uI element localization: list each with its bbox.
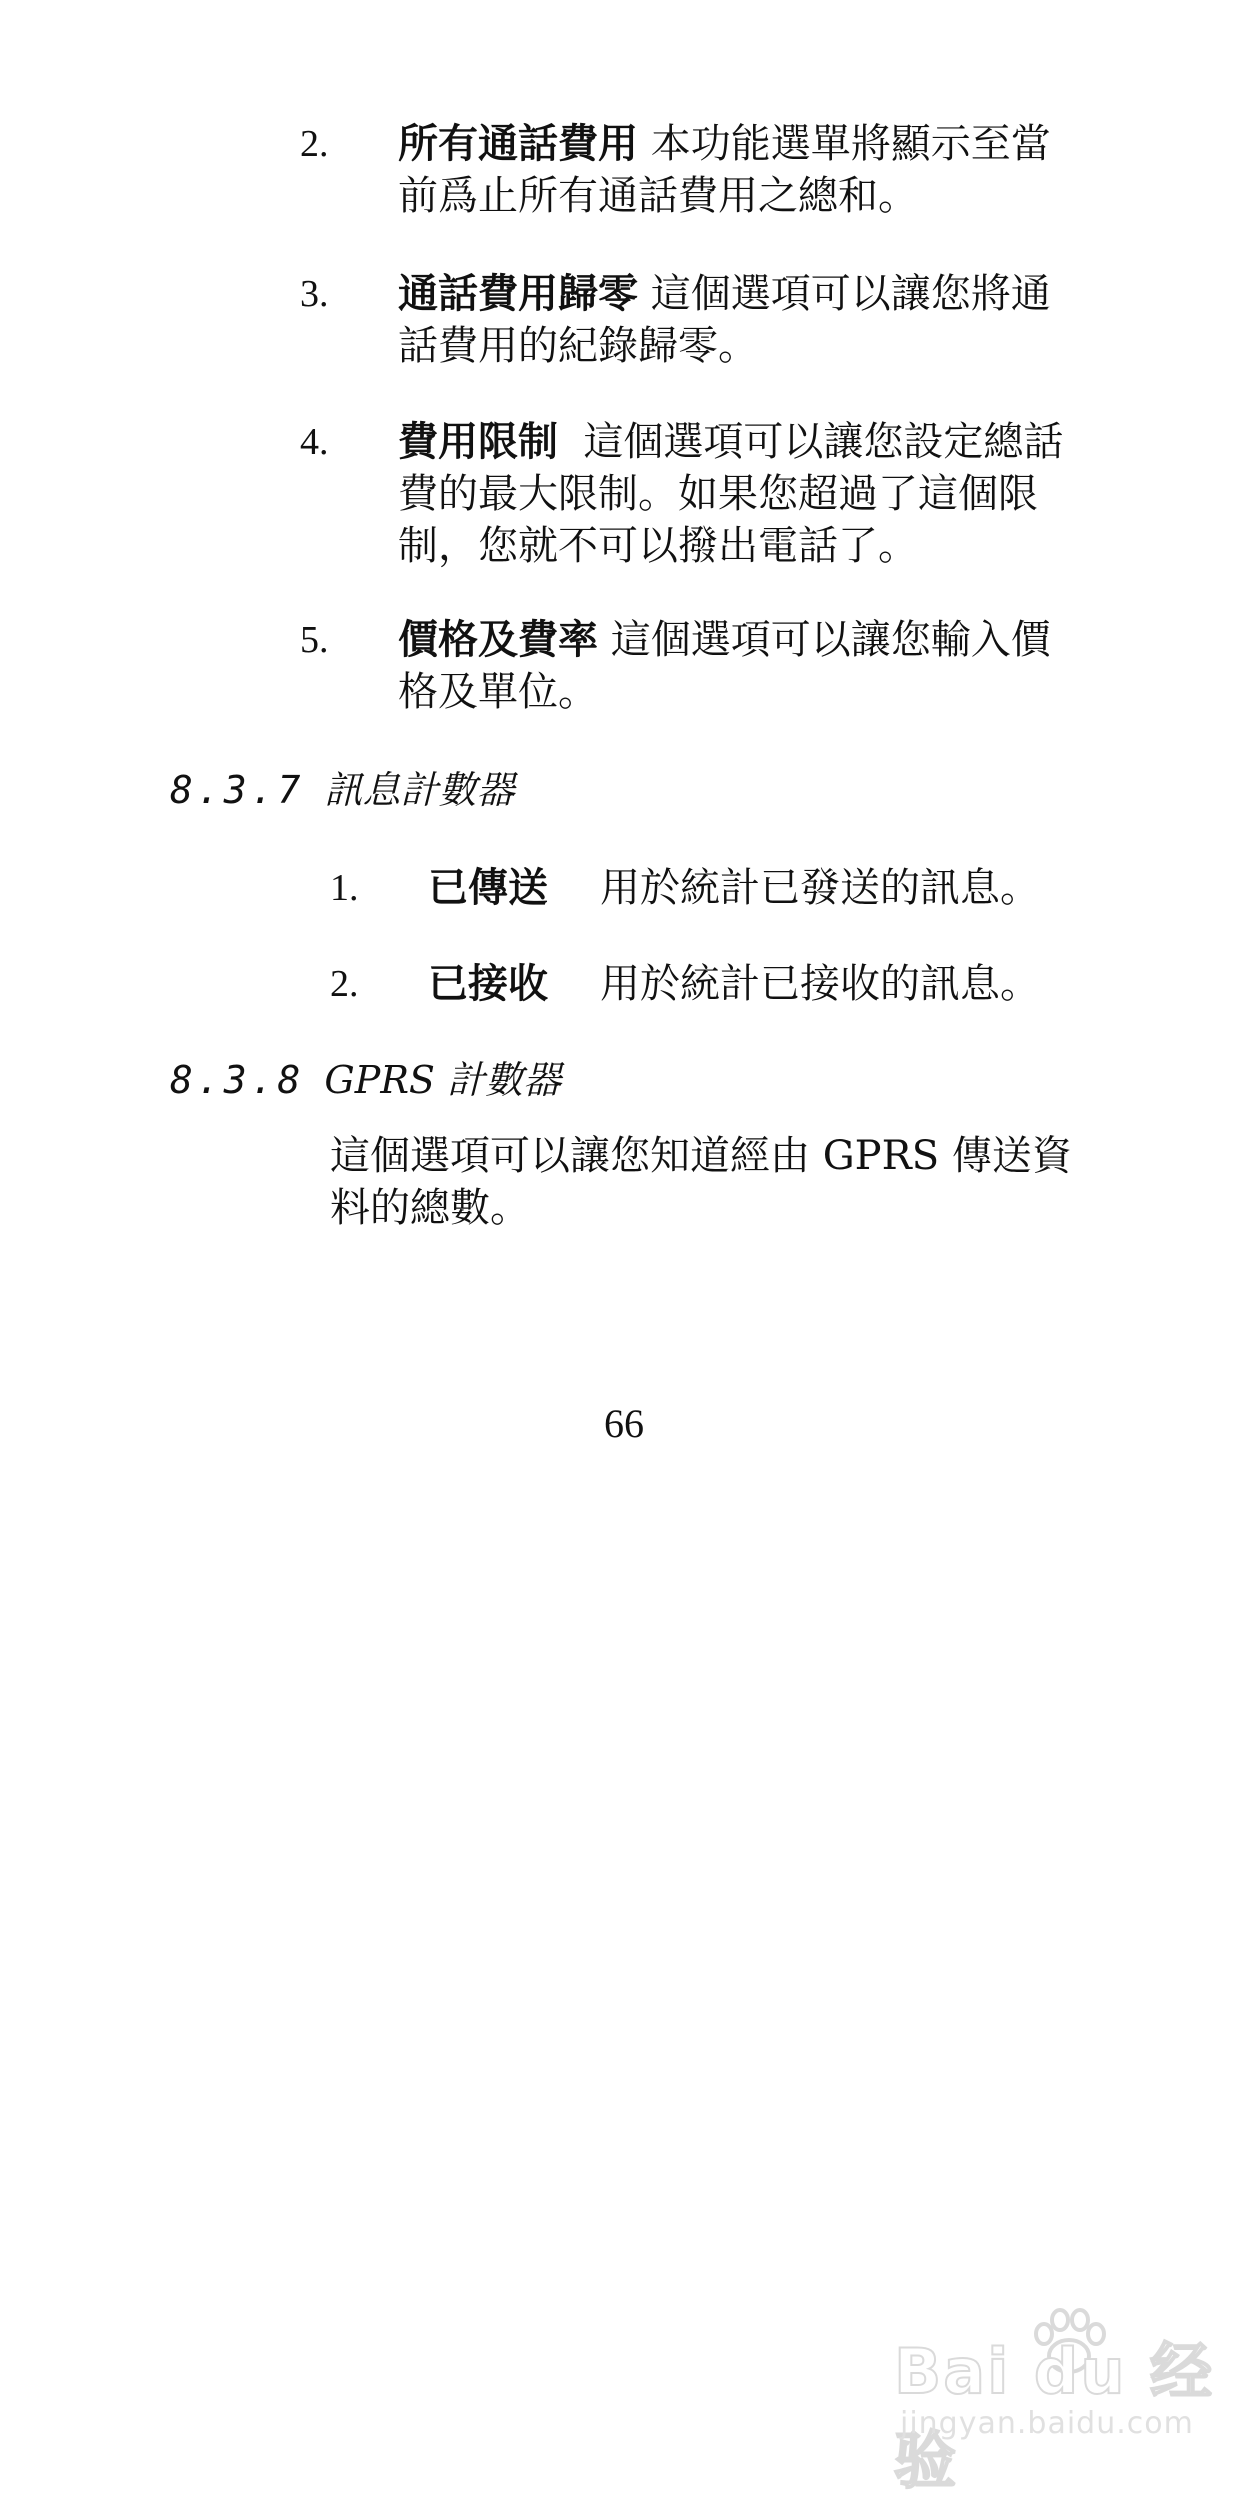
list-item-term: 費用限制 [398,419,558,465]
sub-list-number: 2. [330,963,359,1005]
list-item-text: 格及單位。 [398,669,598,715]
section-title: GPRS 計數器 [324,1058,562,1102]
list-item [398,118,1118,222]
list-number: 3. [300,273,329,315]
sub-list-text: 用於統計已接收的訊息。 [600,961,1040,1007]
list-item [398,416,1118,572]
list-item-text: 前爲止所有通話費用之總和。 [398,173,918,219]
section-paragraph [330,1130,1130,1234]
section-heading [170,1054,561,1106]
watermark-logo: Bai du 经验 [894,2335,1215,2497]
list-item-term: 所有通話費用 [398,121,638,167]
list-item-text: 這個選項可以讓您將通 [650,271,1051,317]
watermark-url: jingyan.baidu.com [900,2406,1194,2441]
list-number: 2. [300,123,329,165]
baidu-watermark [894,2322,1224,2497]
section-number: 8.3.8 [170,1058,305,1102]
list-number: 4. [300,421,329,463]
list-item-term: 通話費用歸零 [398,271,638,317]
sub-list-term: 已接收 [428,961,548,1007]
list-item [398,614,1118,718]
list-item-text: 這個選項可以讓您設定總話 [583,419,1064,465]
list-item-text: 話費用的紀錄歸零。 [398,323,758,369]
list-item-text: 制，您就不可以撥出電話了。 [398,523,918,569]
section-number: 8.3.7 [170,768,305,812]
section-title: 訊息計數器 [324,768,515,812]
list-item-text: 這個選項可以讓您輸入價 [610,617,1051,663]
paragraph-line: 料的總數。 [330,1185,530,1231]
paragraph-line: 這個選項可以讓您知道經由 GPRS 傳送資 [330,1133,1072,1179]
list-item-term: 價格及費率 [398,617,598,663]
sub-list-text: 用於統計已發送的訊息。 [600,865,1040,911]
list-item-text: 費的最大限制。如果您超過了這個限 [398,471,1038,517]
page-number: 66 [604,1401,644,1446]
list-item-text: 本功能選單將顯示至當 [650,121,1051,167]
sub-list-number: 1. [330,867,359,909]
sub-list-term: 已傳送 [428,865,548,911]
list-number: 5. [300,619,329,661]
section-heading [170,764,514,816]
list-item [398,268,1118,372]
